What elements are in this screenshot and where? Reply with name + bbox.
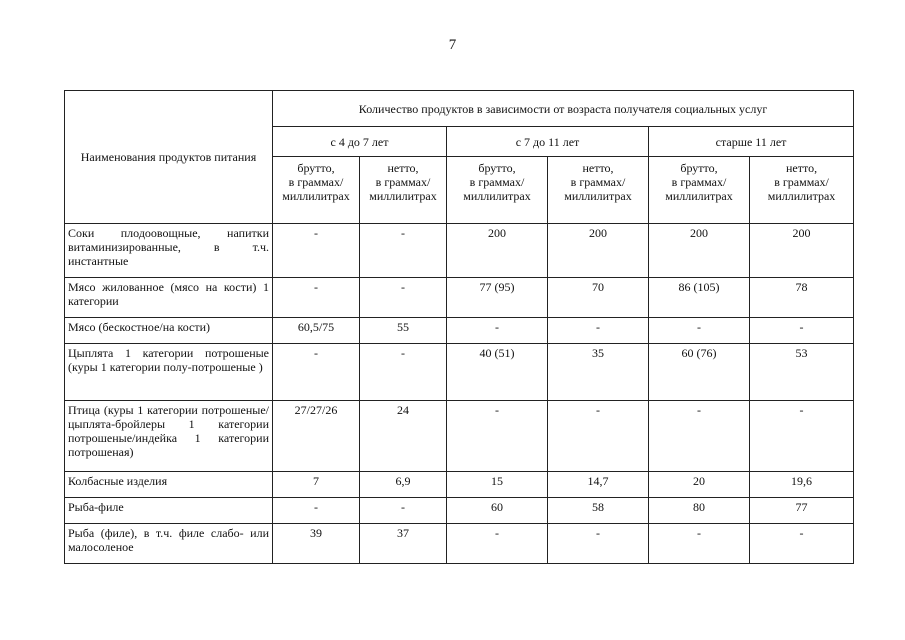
value-cell: 39	[273, 524, 360, 564]
value-cell: 60,5/75	[273, 318, 360, 344]
value-cell: 14,7	[548, 472, 649, 498]
value-cell: -	[360, 344, 447, 401]
value-cell: 35	[548, 344, 649, 401]
value-cell: -	[273, 224, 360, 278]
age-group-header-3: старше 11 лет	[649, 127, 854, 157]
value-cell: 37	[360, 524, 447, 564]
table-row	[65, 344, 854, 401]
value-cell: -	[360, 278, 447, 318]
table-row	[65, 278, 854, 318]
unit-line: брутто,	[680, 161, 718, 176]
value-cell: 24	[360, 401, 447, 472]
value-cell: 55	[360, 318, 447, 344]
value-cell: 60	[447, 498, 548, 524]
header-row-1	[65, 91, 854, 127]
value-cell: 86 (105)	[649, 278, 750, 318]
value-cell: -	[273, 498, 360, 524]
value-cell: -	[273, 344, 360, 401]
product-name: Мясо (бескостное/на кости)	[65, 318, 273, 344]
unit-header-4	[548, 157, 649, 224]
unit-line: в граммах/	[671, 175, 727, 190]
unit-header-5	[649, 157, 750, 224]
value-cell: 78	[750, 278, 854, 318]
value-cell: 200	[548, 224, 649, 278]
age-group-header-2: с 7 до 11 лет	[447, 127, 649, 157]
value-cell: 77	[750, 498, 854, 524]
value-cell: -	[750, 318, 854, 344]
value-cell: 200	[750, 224, 854, 278]
value-cell: -	[649, 524, 750, 564]
value-cell: 200	[649, 224, 750, 278]
product-name: Мясо жилованное (мясо на кости) 1 категории	[65, 278, 273, 318]
page-number: 7	[448, 37, 457, 53]
value-cell: -	[273, 278, 360, 318]
value-cell: 70	[548, 278, 649, 318]
value-cell: -	[548, 524, 649, 564]
value-cell: -	[447, 318, 548, 344]
value-cell: -	[548, 401, 649, 472]
value-cell: -	[750, 401, 854, 472]
value-cell: 58	[548, 498, 649, 524]
unit-line: в граммах/	[570, 175, 626, 190]
value-cell: 53	[750, 344, 854, 401]
unit-line: в граммах/	[288, 175, 344, 190]
value-cell: -	[750, 524, 854, 564]
value-cell: 6,9	[360, 472, 447, 498]
age-group-header-1: с 4 до 7 лет	[273, 127, 447, 157]
product-name: Рыба (филе), в т.ч. филе слабо- или малосоленое	[65, 524, 273, 564]
unit-line: миллилитрах	[282, 189, 350, 204]
unit-header-6	[750, 157, 854, 224]
unit-line: миллилитрах	[463, 189, 531, 204]
product-name: Птица (куры 1 категории потрошеные/цыплята-бройлеры 1 категории потрошеные/индейка 1 категории потрошеная)	[65, 401, 273, 472]
unit-header-1	[273, 157, 360, 224]
value-cell: 60 (76)	[649, 344, 750, 401]
product-column-header: Наименования продуктов питания	[65, 91, 273, 224]
unit-line: брутто,	[478, 161, 516, 176]
value-cell: 27/27/26	[273, 401, 360, 472]
product-name: Рыба-филе	[65, 498, 273, 524]
value-cell: 7	[273, 472, 360, 498]
unit-line: миллилитрах	[767, 189, 836, 204]
value-cell: -	[447, 524, 548, 564]
table-row	[65, 498, 854, 524]
value-cell: -	[447, 401, 548, 472]
unit-line: в граммах/	[774, 175, 829, 190]
food-norms-table	[64, 90, 854, 564]
unit-line: миллилитрах	[665, 189, 733, 204]
value-cell: 40 (51)	[447, 344, 548, 401]
value-cell: 200	[447, 224, 548, 278]
unit-header-2	[360, 157, 447, 224]
table-row	[65, 401, 854, 472]
value-cell: 15	[447, 472, 548, 498]
unit-header-3	[447, 157, 548, 224]
value-cell: 20	[649, 472, 750, 498]
unit-line: миллилитрах	[564, 189, 632, 204]
table-row	[65, 472, 854, 498]
value-cell: -	[649, 401, 750, 472]
product-name: Соки плодоовощные, напитки витаминизированные, в т.ч. инстантные	[65, 224, 273, 278]
product-name: Цыплята 1 категории потрошеные (куры 1 категории полу-потрошеные )	[65, 344, 273, 401]
unit-line: брутто,	[297, 161, 335, 176]
table-row	[65, 224, 854, 278]
value-cell: -	[649, 318, 750, 344]
unit-line: в граммах/	[375, 175, 431, 190]
quantity-title-header: Количество продуктов в зависимости от возраста получателя социальных услуг	[273, 91, 854, 127]
value-cell: 19,6	[750, 472, 854, 498]
value-cell: 80	[649, 498, 750, 524]
unit-line: нетто,	[387, 161, 419, 176]
value-cell: 77 (95)	[447, 278, 548, 318]
value-cell: -	[360, 498, 447, 524]
table-row	[65, 318, 854, 344]
unit-line: в граммах/	[469, 175, 525, 190]
table-row	[65, 524, 854, 564]
product-name: Колбасные изделия	[65, 472, 273, 498]
unit-line: миллилитрах	[369, 189, 437, 204]
unit-line: нетто,	[582, 161, 614, 176]
value-cell: -	[360, 224, 447, 278]
value-cell: -	[548, 318, 649, 344]
unit-line: нетто,	[786, 161, 818, 176]
